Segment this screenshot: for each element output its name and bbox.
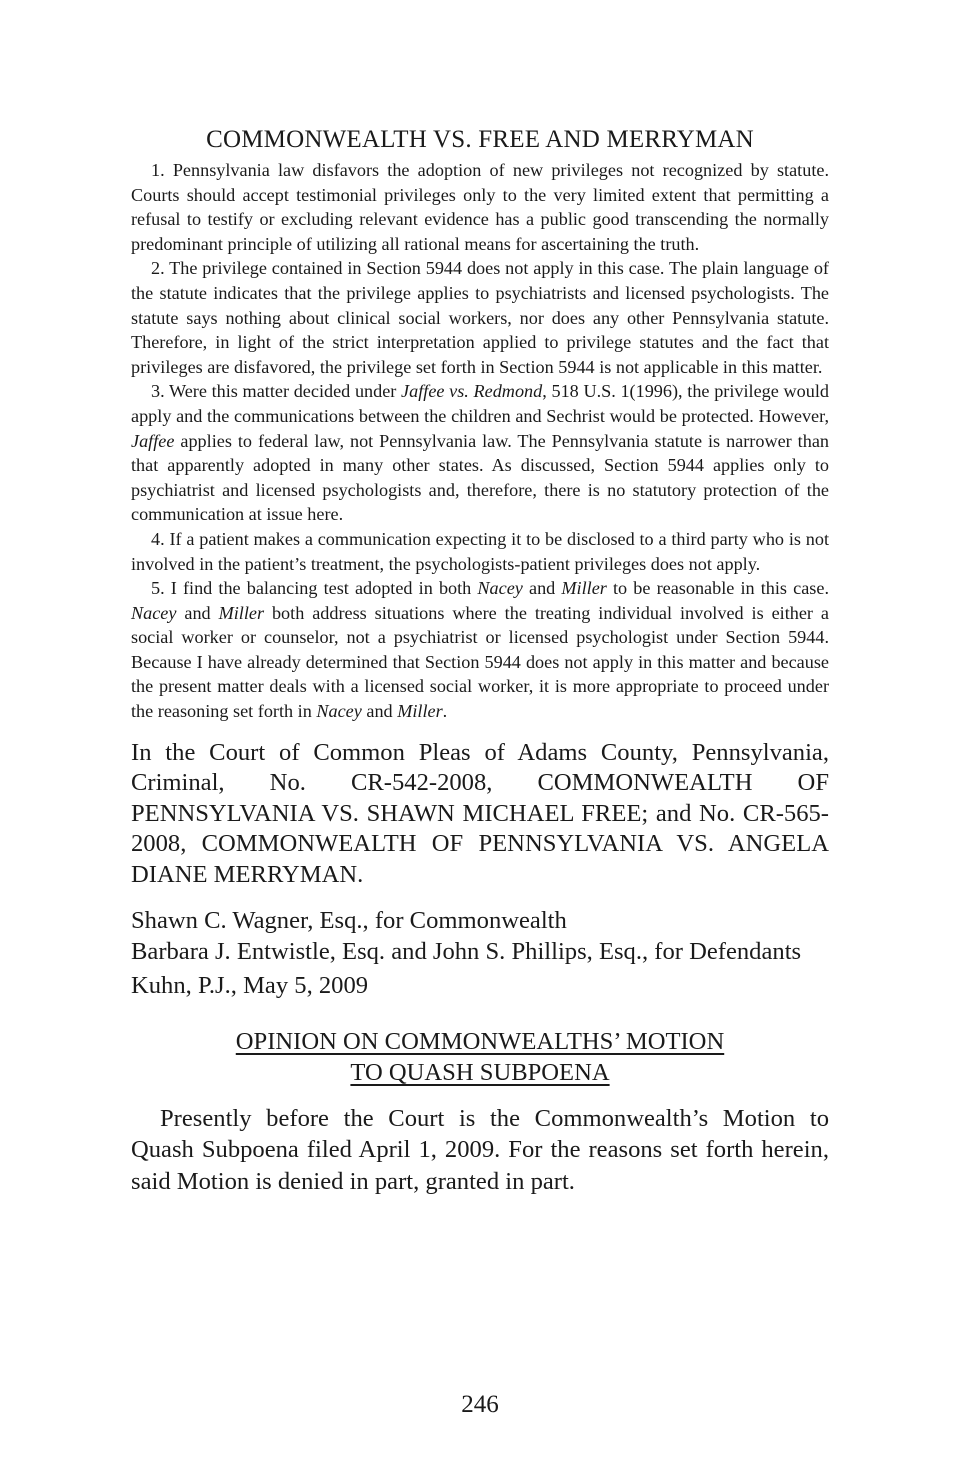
headnote-5-text: and — [361, 701, 398, 722]
headnote-3-text: , 518 U.S. 1(1996), the privilege would apply and the communications between the children and Sechrist would be protected. However, — [131, 381, 829, 426]
opinion-title — [131, 1026, 829, 1088]
case-name-miller: Miller — [218, 602, 265, 623]
case-name-nacey: Nacey — [316, 701, 362, 722]
case-caption: In the Court of Common Pleas of Adams County, Pennsylvania, Criminal, No. CR-542-2008, COMMONWEALTH OF PENNSYLVANIA VS. SHAWN MICHAEL FREE; and No. CR-565-2008, COMMONWEALTH OF PENNSYLVANIA VS. ANGELA DIANE MERRYMAN. — [131, 738, 829, 889]
headnote-1: 1. Pennsylvania law disfavors the adoption of new privileges not recognized by statute. Courts should accept testimonial privileges only to the very limited extent that permitting a refusal to testify or excluding relevant evidence has a public good transcending the normally predominant principle of utilizing all rational means for ascertaining the truth. — [131, 160, 829, 254]
headnote-3-text: 3. Were this matter decided under — [151, 381, 402, 402]
case-name-nacey: Nacey — [477, 578, 523, 599]
opinion-title-line-2: TO QUASH SUBPOENA — [350, 1058, 610, 1086]
headnote-3-text: applies to federal law, not Pennsylvania law. The Pennsylvania statute is narrower than that apparently adopted in many other states. As discussed, Section 5944 applies only to psychiatrist and licensed psychologists and, therefore, there is no statutory protection of the communication at issue here. — [131, 430, 829, 525]
headnote-2: 2. The privilege contained in Section 5944 does not apply in this case. The plain language of the statute indicates that the privilege applies to psychiatrists and licensed psychologists. The statute says nothing about clinical social workers, nor does any other Pennsylvania statute. Therefore, in light of the strict interpretation applied to privilege statutes and the fact that privileges are disfavored, the privilege set forth in Section 5944 is not applicable in this matter. — [131, 258, 829, 377]
headnotes — [131, 158, 829, 724]
counsel-block — [131, 905, 829, 967]
headnote-5 — [131, 576, 829, 724]
case-name-jaffee: Jaffee — [131, 430, 175, 451]
counsel-commonwealth: Shawn C. Wagner, Esq., for Commonwealth — [131, 906, 567, 934]
document-page — [131, 124, 829, 1197]
case-name-nacey: Nacey — [131, 602, 177, 623]
opinion-title-line-1: OPINION ON COMMONWEALTHS’ MOTION — [235, 1027, 725, 1055]
page-number: 246 — [461, 1391, 499, 1418]
judge-line: Kuhn, P.J., May 5, 2009 — [131, 971, 369, 999]
counsel-defendants: Barbara J. Entwistle, Esq. and John S. Phillips, Esq., for Defendants — [131, 937, 802, 965]
headnote-5-text: . — [442, 701, 448, 722]
case-name-jaffee-redmond: Jaffee vs. Redmond — [401, 381, 543, 402]
headnote-5-text: and — [176, 602, 219, 623]
case-name-miller: Miller — [561, 578, 607, 599]
running-head: COMMONWEALTH VS. FREE AND MERRYMAN — [206, 126, 754, 153]
headnote-3 — [131, 379, 829, 527]
case-name-miller: Miller — [397, 701, 443, 722]
headnote-5-text: both address situations where the treating individual involved is either a social worker or counselor, not a psychiatrist or licensed psychologist under Section 5944. Because I have already determined that Section 5944 does not apply in this matter and because the present matter deals with a licensed social worker, it is more appropriate to proceed under the reasoning set forth in — [131, 602, 829, 722]
headnote-4: 4. If a patient makes a communication expecting it to be disclosed to a third party who is not involved in the patient’s treatment, the psychologists-patient privileges does not apply. — [131, 528, 829, 574]
headnote-5-text: to be reasonable in this case. — [606, 578, 829, 599]
headnote-5-text: 5. I find the balancing test adopted in both — [151, 578, 478, 599]
opening-paragraph: Presently before the Court is the Commonwealth’s Motion to Quash Subpoena filed April 1, 2009. For the reasons set forth herein, said Motion is denied in part, granted in part. — [131, 1104, 829, 1195]
headnote-5-text: and — [522, 578, 562, 599]
